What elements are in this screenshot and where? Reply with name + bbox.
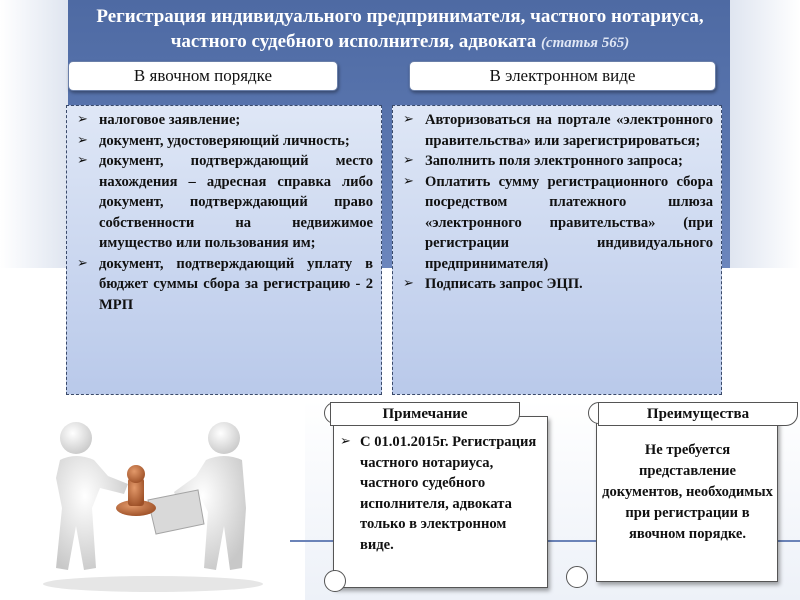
- list-item-text: налоговое заявление;: [99, 112, 241, 128]
- arrow-bullet-icon: ➢: [403, 276, 414, 291]
- list-item: [401, 151, 713, 172]
- arrow-bullet-icon: ➢: [77, 153, 88, 168]
- page-title: [80, 4, 720, 56]
- arrow-bullet-icon: ➢: [403, 153, 414, 168]
- arrow-bullet-icon: ➢: [403, 173, 414, 189]
- electronic-list: [401, 110, 713, 295]
- list-item: [401, 274, 713, 295]
- note-text: С 01.01.2015г. Регистрация частного нотариуса, частного судебного исполнителя, адвоката только в электронном виде.: [360, 434, 537, 553]
- advantages-text: Не требуется представление документов, необходимых при регистрации в явочном порядке.: [602, 442, 773, 542]
- list-item: [401, 172, 713, 275]
- list-item-text: Авторизоваться на портале «электронного правительства» или зарегистрироваться;: [425, 112, 713, 149]
- list-item-text: Заполнить поля электронного запроса;: [425, 153, 683, 169]
- advantages-label: Преимущества: [598, 402, 798, 426]
- scroll-curl: [324, 570, 346, 592]
- scroll-curl: [566, 566, 588, 588]
- band-left-shade: [0, 0, 68, 268]
- list-item: [75, 254, 373, 316]
- list-item-text: Оплатить сумму регистрационного сбора посредством платежного шлюза «электронного правительства» (при регистрации индивидуального предпринимателя): [425, 173, 713, 272]
- list-item: [75, 151, 373, 254]
- list-item-text: Подписать запрос ЭЦП.: [425, 276, 583, 292]
- electronic-header: В электронном виде: [409, 61, 716, 91]
- list-item-text: документ, удостоверяющий личность;: [99, 132, 350, 149]
- note-label: Примечание: [330, 402, 520, 426]
- electronic-panel: [392, 105, 722, 395]
- band-right-shade: [730, 0, 800, 268]
- arrow-bullet-icon: ➢: [403, 112, 414, 127]
- article-reference: (статья 565): [540, 35, 630, 51]
- arrow-bullet-icon: ➢: [340, 434, 351, 449]
- arrow-bullet-icon: ➢: [77, 112, 88, 127]
- arrow-bullet-icon: ➢: [77, 132, 88, 148]
- list-item-text: документ, подтверждающий уплату в бюджет суммы сбора за регистрацию - 2 МРП: [99, 255, 373, 313]
- in-person-list: [75, 110, 373, 315]
- list-item: [75, 131, 373, 152]
- in-person-header: В явочном порядке: [68, 61, 338, 91]
- title-text: Регистрация индивидуального предпринимателя, частного нотариуса, частного судебного исполнителя, адвоката: [96, 6, 704, 52]
- list-item: [75, 110, 373, 131]
- list-item-text: документ, подтверждающий место нахождения – адресная справка либо документ, подтверждающий право собственности на недвижимое имущество или пользования им;: [99, 153, 373, 251]
- note-text-block: [340, 432, 540, 555]
- arrow-bullet-icon: ➢: [77, 255, 88, 271]
- people-stamp-illustration: [28, 408, 278, 593]
- in-person-panel: [66, 105, 382, 395]
- list-item: [401, 110, 713, 151]
